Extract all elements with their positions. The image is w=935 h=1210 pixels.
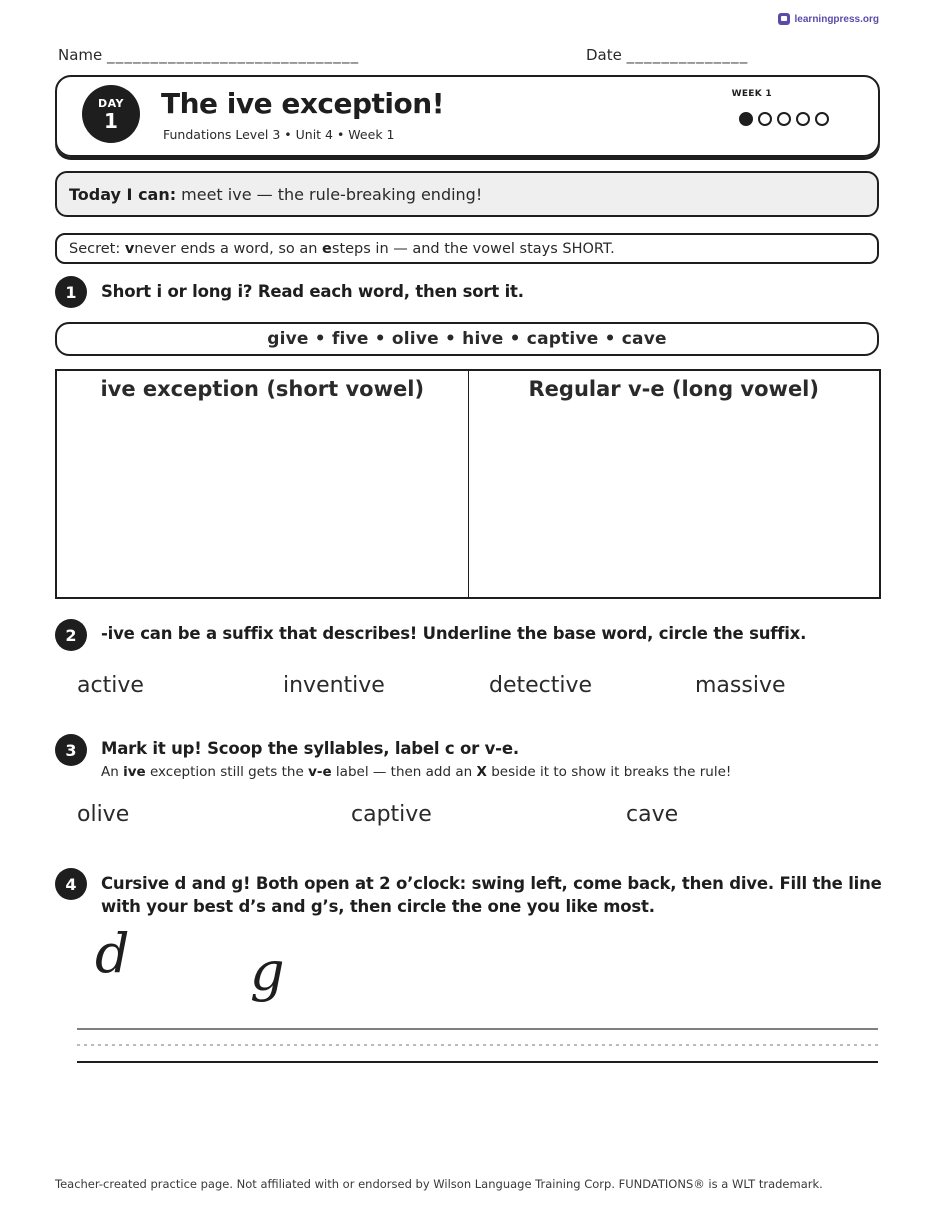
suffix-word[interactable]: inventive bbox=[283, 673, 385, 698]
sort-table bbox=[55, 369, 881, 599]
book-icon bbox=[778, 13, 790, 25]
week-label: WEEK 1 bbox=[731, 89, 772, 99]
q3-sub-ve: v-e bbox=[308, 764, 332, 780]
today-label: Today I can: bbox=[69, 184, 177, 204]
cursive-d-model: d bbox=[95, 922, 130, 985]
date-line: ______________ bbox=[626, 46, 749, 64]
header-box bbox=[55, 75, 880, 157]
secret-prefix: Secret: bbox=[69, 240, 121, 257]
name-field[interactable] bbox=[58, 46, 359, 64]
handwriting-line[interactable] bbox=[77, 1025, 878, 1065]
syllable-word[interactable]: captive bbox=[351, 802, 432, 827]
brand-name: learningpress.org bbox=[794, 13, 879, 25]
q3-sub-c: label — then add an bbox=[331, 764, 477, 780]
secret-mid1: never ends a word, so an bbox=[134, 240, 318, 257]
today-text: meet ive — the rule-breaking ending! bbox=[181, 184, 483, 204]
question-4-text-line2: with your best d’s and g’s, then circle the one you like most. bbox=[101, 897, 655, 916]
day-number: 1 bbox=[104, 109, 118, 133]
brand-link[interactable] bbox=[778, 13, 879, 25]
progress-dot-filled bbox=[739, 112, 753, 126]
secret-box bbox=[55, 233, 879, 264]
name-line: _____________________________ bbox=[107, 46, 360, 64]
suffix-word[interactable]: detective bbox=[489, 673, 593, 698]
question-2-number: 2 bbox=[55, 619, 87, 651]
cursive-g-model: g bbox=[250, 940, 285, 1003]
page-subtitle: Fundations Level 3 • Unit 4 • Week 1 bbox=[163, 127, 395, 142]
progress-dot-empty bbox=[796, 112, 810, 126]
word-bank: give • five • olive • hive • captive • cave bbox=[55, 322, 879, 356]
today-goal-box bbox=[55, 171, 879, 217]
question-3-text: Mark it up! Scoop the syllables, label c or v-e. bbox=[101, 739, 519, 758]
q3-sub-a: An bbox=[101, 764, 124, 780]
page-title: The ive exception! bbox=[161, 87, 444, 120]
sort-column-short[interactable] bbox=[57, 371, 468, 597]
q3-sub-x: X bbox=[476, 764, 487, 780]
question-3-number: 3 bbox=[55, 734, 87, 766]
progress-dot-empty bbox=[815, 112, 829, 126]
syllable-word-list bbox=[77, 802, 706, 827]
suffix-word-list bbox=[77, 673, 815, 698]
progress-dot-empty bbox=[777, 112, 791, 126]
secret-v: v bbox=[124, 240, 135, 257]
q3-sub-b: exception still gets the bbox=[145, 764, 309, 780]
question-1-text: Short i or long i? Read each word, then sort it. bbox=[101, 282, 524, 301]
date-label: Date bbox=[586, 46, 622, 64]
q3-sub-ive: ive bbox=[123, 764, 146, 780]
secret-mid2: steps in — and the vowel stays SHORT. bbox=[331, 240, 615, 257]
footer-disclaimer: Teacher-created practice page. Not affiliated with or endorsed by Wilson Language Training Corp. FUNDATIONS® is a WLT trademark. bbox=[55, 1177, 823, 1191]
suffix-word[interactable]: massive bbox=[695, 673, 786, 698]
question-3-instructions bbox=[101, 764, 731, 780]
progress-dot-empty bbox=[758, 112, 772, 126]
syllable-word[interactable]: cave bbox=[626, 802, 679, 827]
sort-column-header: ive exception (short vowel) bbox=[100, 377, 425, 401]
suffix-word[interactable]: active bbox=[77, 673, 144, 698]
question-4-text-line1: Cursive d and g! Both open at 2 o’clock: swing left, come back, then dive. Fill the line bbox=[101, 874, 882, 893]
date-field[interactable] bbox=[586, 46, 748, 64]
day-badge bbox=[82, 85, 140, 143]
secret-e: e bbox=[322, 240, 332, 257]
name-label: Name bbox=[58, 46, 103, 64]
sort-column-header: Regular v-e (long vowel) bbox=[528, 377, 819, 401]
question-1-number: 1 bbox=[55, 276, 87, 308]
syllable-word[interactable]: olive bbox=[77, 802, 130, 827]
day-label: DAY bbox=[97, 97, 125, 110]
q3-sub-d: beside it to show it breaks the rule! bbox=[486, 764, 732, 780]
question-2-text: -ive can be a suffix that describes! Underline the base word, circle the suffix. bbox=[101, 624, 807, 643]
week-progress bbox=[739, 112, 829, 126]
question-4-number: 4 bbox=[55, 868, 87, 900]
sort-column-long[interactable] bbox=[468, 371, 880, 597]
